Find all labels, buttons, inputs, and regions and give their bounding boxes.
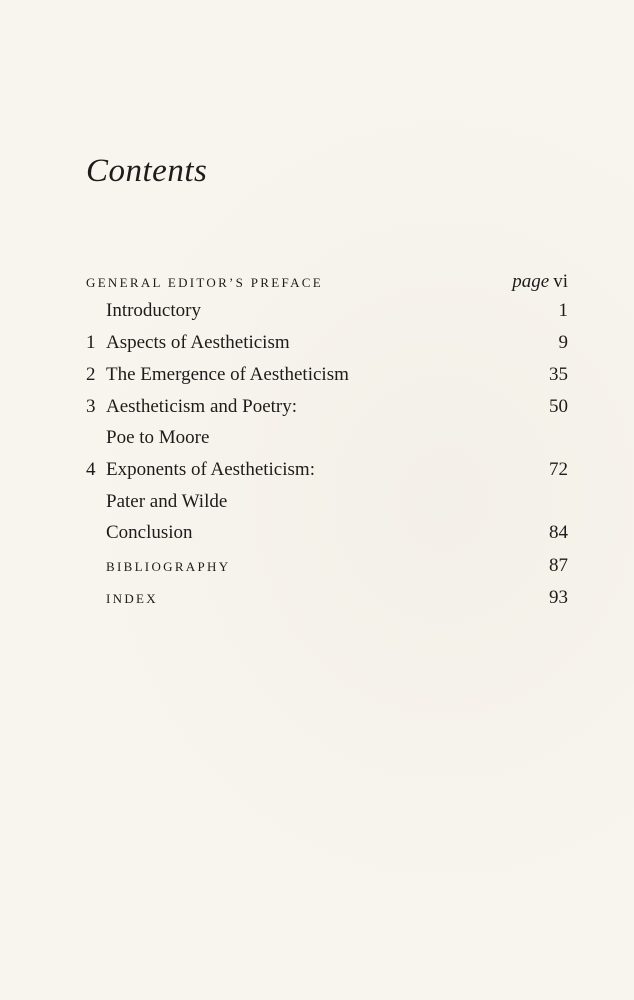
toc-entry-chapter-3-subtitle xyxy=(86,427,568,455)
toc-entry-number: 3 xyxy=(86,396,96,417)
toc-entry-title: Exponents of Aestheticism: xyxy=(106,459,315,480)
toc-entry-conclusion xyxy=(86,522,568,550)
toc-entry-preface xyxy=(86,271,568,299)
toc-entry-page-number: 84 xyxy=(549,522,568,543)
toc-entry-title: Pater and Wilde xyxy=(106,491,228,512)
toc-entry-chapter-1 xyxy=(86,332,568,360)
toc-entry-title: Introductory xyxy=(106,300,201,321)
toc-entry-page-number: 35 xyxy=(549,364,568,385)
toc-entry-title: Aspects of Aestheticism xyxy=(106,332,290,353)
toc-entry-title: INDEX xyxy=(106,591,158,606)
toc-entry-page-number: 1 xyxy=(558,300,568,321)
toc-entry-title: BIBLIOGRAPHY xyxy=(106,559,231,574)
toc-entry-number: 1 xyxy=(86,332,96,353)
toc-entry-number: 2 xyxy=(86,364,96,385)
toc-entry-chapter-4 xyxy=(86,459,568,487)
toc-entry-bibliography xyxy=(86,555,568,583)
toc-entry-title: Poe to Moore xyxy=(106,427,210,448)
toc-entry-number: 4 xyxy=(86,459,96,480)
toc-entry-chapter-3 xyxy=(86,396,568,424)
toc-entry-page-number: 50 xyxy=(549,396,568,417)
toc-entry-title: Aestheticism and Poetry: xyxy=(106,396,298,417)
toc-entry-title: Conclusion xyxy=(106,522,193,543)
page-prefix: page xyxy=(512,271,550,292)
toc-entry-chapter-4-subtitle xyxy=(86,491,568,519)
toc-entry-chapter-2 xyxy=(86,364,568,392)
toc-entry-title: The Emergence of Aestheticism xyxy=(106,364,349,385)
toc-entry-page-number: 72 xyxy=(549,459,568,480)
toc-entry-index xyxy=(86,587,568,615)
toc-entry-page xyxy=(512,271,568,293)
toc-entry-introductory xyxy=(86,300,568,328)
toc-entry-page-number: 9 xyxy=(558,332,568,353)
toc-entry-page-number: vi xyxy=(553,271,568,292)
toc-entry-title: GENERAL EDITOR’S PREFACE xyxy=(86,275,323,290)
contents-heading: Contents xyxy=(86,153,208,189)
toc-entry-page-number: 93 xyxy=(549,587,568,608)
toc-entry-page-number: 87 xyxy=(549,555,568,576)
